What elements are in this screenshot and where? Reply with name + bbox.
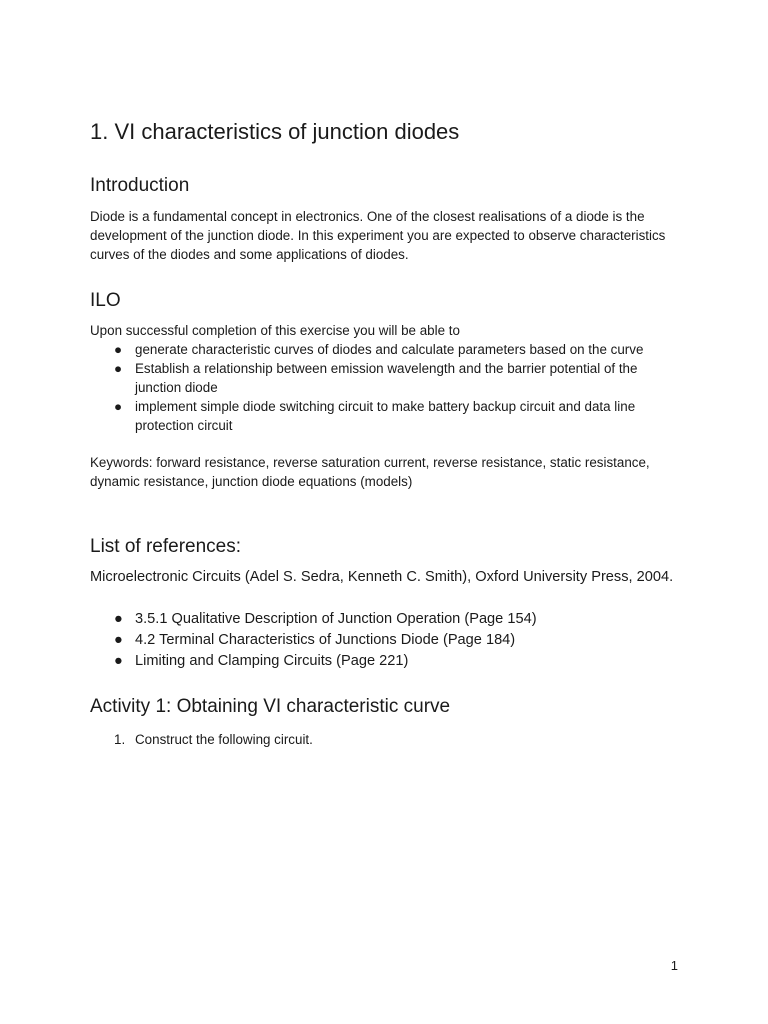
references-heading: List of references:: [90, 536, 242, 557]
bullet-icon: ●: [114, 611, 123, 627]
step-text: Construct the following circuit.: [135, 732, 313, 747]
keywords-text: Keywords: forward resistance, reverse saturation current, reverse resistance, static resistance, dynamic resistance, junction diode equations (models): [90, 455, 650, 489]
introduction-heading: Introduction: [90, 175, 190, 196]
activity1-heading: Activity 1: Obtaining VI characteristic curve: [90, 696, 451, 717]
list-item-text: Establish a relationship between emission wavelength and the barrier potential of the junction diode: [135, 361, 638, 395]
ilo-lead-text: Upon successful completion of this exercise you will be able to: [90, 323, 460, 338]
list-item-text: 3.5.1 Qualitative Description of Junction Operation (Page 154): [135, 611, 537, 627]
bullet-icon: ●: [114, 653, 123, 669]
bullet-icon: ●: [114, 342, 123, 357]
list-item-text: 4.2 Terminal Characteristics of Junctions Diode (Page 184): [135, 632, 516, 648]
step-number: 1.: [114, 732, 126, 747]
list-item: [90, 609, 680, 630]
ilo-heading: ILO: [90, 290, 121, 311]
list-item: [90, 630, 680, 651]
bullet-icon: ●: [114, 399, 123, 414]
list-item: [90, 359, 680, 397]
list-item: [90, 340, 680, 359]
introduction-text: Diode is a fundamental concept in electronics. One of the closest realisations of a diode is the development of the junction diode. In this experiment you are expected to observe characteristics curves of the diodes and some applications of diodes.: [90, 209, 666, 262]
ilo-list: [90, 340, 680, 435]
list-item-text: Limiting and Clamping Circuits (Page 221): [135, 653, 409, 669]
list-item: [90, 730, 313, 749]
references-list: [90, 609, 680, 672]
list-item: [90, 397, 680, 435]
bullet-icon: ●: [114, 632, 123, 648]
reference-book: Microelectronic Circuits (Adel S. Sedra, Kenneth C. Smith), Oxford University Press, 2004.: [90, 569, 674, 585]
document-title: 1. VI characteristics of junction diodes: [90, 119, 460, 144]
bullet-icon: ●: [114, 361, 123, 376]
list-item: [90, 651, 680, 672]
list-item-text: generate characteristic curves of diodes and calculate parameters based on the curve: [135, 342, 644, 357]
list-item-text: implement simple diode switching circuit to make battery backup circuit and data line protection circuit: [135, 399, 636, 433]
activity1-steps: [90, 730, 313, 749]
page-number: 1: [670, 958, 678, 973]
